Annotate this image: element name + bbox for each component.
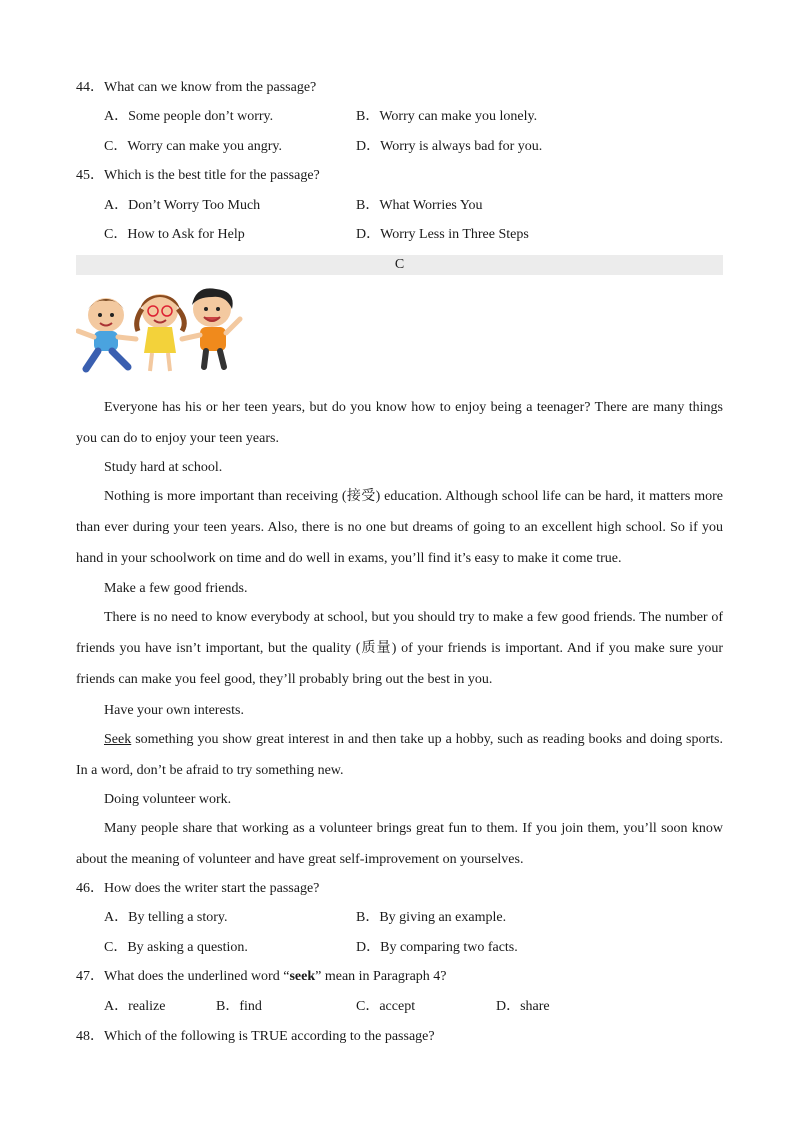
q46-option-a[interactable]: A．By telling a story. [104, 910, 228, 925]
question-44-stem: 44．What can we know from the passage? [76, 80, 317, 95]
underlined-word-seek: Seek [104, 732, 132, 747]
q44-option-c[interactable]: C．Worry can make you angry. [104, 139, 282, 154]
cartoon-children-illustration [76, 287, 244, 375]
q46-option-b[interactable]: B．By giving an example. [356, 910, 507, 925]
passage-paragraph-4-text: something you show great interest in and then take up a hobby, such as reading books and doing sports. In a word, don’t be afraid to try something new. [76, 732, 723, 778]
q47-stem-pre: 47．What does the underlined word “ [76, 969, 290, 984]
question-47-stem [76, 968, 447, 986]
q45-option-d[interactable]: D．Worry Less in Three Steps [356, 227, 529, 242]
passage-heading-study: Study hard at school. [104, 460, 223, 475]
q47-option-c[interactable]: C．accept [356, 999, 416, 1014]
q44-option-b[interactable]: B．Worry can make you lonely. [356, 109, 538, 124]
question-45-stem: 45．Which is the best title for the passage? [76, 168, 320, 183]
passage-heading-volunteer: Doing volunteer work. [104, 792, 232, 807]
question-46-stem: 46．How does the writer start the passage? [76, 881, 320, 896]
q46-option-c[interactable]: C．By asking a question. [104, 940, 248, 955]
q45-option-c[interactable]: C．How to Ask for Help [104, 227, 245, 242]
passage-paragraph-2: Nothing is more important than receiving (接受) education. Although school life can be hard, it matters more than ever during your teen years. Also, there is no one but dreams of going to an excellent high school. So if you hand in your schoolwork on time and do well in exams, you’ll find it’s easy to make it come true. [76, 489, 723, 566]
q47-option-d[interactable]: D．share [496, 999, 550, 1014]
passage-heading-friends: Make a few good friends. [104, 581, 248, 596]
q44-option-a[interactable]: A．Some people don’t worry. [104, 109, 274, 124]
q45-option-b[interactable]: B．What Worries You [356, 198, 483, 213]
q45-option-a[interactable]: A．Don’t Worry Too Much [104, 198, 261, 213]
passage-heading-interests: Have your own interests. [104, 703, 244, 718]
section-heading-c: C [76, 255, 723, 275]
q47-stem-post: ” mean in Paragraph 4? [315, 969, 447, 984]
passage-paragraph-4 [76, 724, 723, 786]
passage-paragraph-3: There is no need to know everybody at school, but you should try to make a few good friends. The number of friends you have isn’t important, but the quality (质量) of your friends is important. And if you make sure your friends can make you feel good, they’ll probably bring out the best in you. [76, 610, 723, 687]
q46-option-d[interactable]: D．By comparing two facts. [356, 940, 518, 955]
question-48-stem: 48．Which of the following is TRUE according to the passage? [76, 1029, 435, 1044]
q47-option-a[interactable]: A．realize [104, 999, 166, 1014]
q47-option-b[interactable]: B．find [216, 999, 262, 1014]
passage-paragraph-1: Everyone has his or her teen years, but do you know how to enjoy being a teenager? There are many things you can do to enjoy your teen years. [76, 400, 723, 446]
passage-paragraph-5: Many people share that working as a volunteer brings great fun to them. If you join them, you’ll soon know about the meaning of volunteer and have great self-improvement on yourselves. [76, 821, 723, 867]
q44-option-d[interactable]: D．Worry is always bad for you. [356, 139, 543, 154]
q47-stem-word: seek [289, 969, 316, 984]
